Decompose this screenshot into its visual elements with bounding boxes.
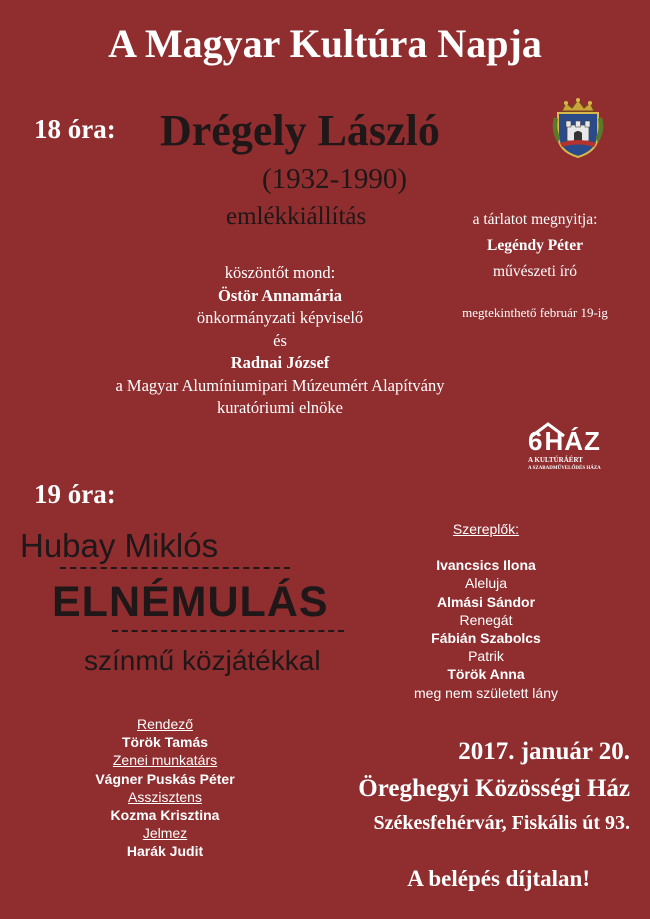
divider-top <box>60 567 290 569</box>
opener-name: Legéndy Péter <box>487 237 583 254</box>
haz-logo-word: HÁZ <box>544 426 601 456</box>
crew-name: Török Tamás <box>121 734 209 751</box>
cast-role: meg nem született lány <box>414 684 558 701</box>
cast-actor: Török Anna <box>447 666 525 683</box>
play-time: 19 óra: <box>34 479 116 509</box>
exhibition-artist-years: (1932-1990) <box>262 163 407 195</box>
free-entry-notice: A belépés díjtalan! <box>407 866 590 891</box>
speaker-and: és <box>273 330 287 350</box>
crew-name: Vágner Puskás Péter <box>95 770 235 787</box>
exhibition-viewable-until: megtekinthető február 19-ig <box>462 305 608 320</box>
cast-heading: Szereplők: <box>452 521 520 537</box>
crew-list <box>70 715 260 861</box>
cast-actor: Ivancsics Ilona <box>436 557 536 574</box>
poster-title: A Magyar Kultúra Napja <box>108 21 542 66</box>
speaker1-role: önkormányzati képviselő <box>196 308 364 327</box>
speaker1-name: Östör Annamária <box>218 285 342 305</box>
opener-intro: a tárlatot megnyitja: <box>472 211 598 228</box>
exhibition-artist-name: Drégely László <box>160 106 440 155</box>
crew-title: Rendező <box>136 716 194 732</box>
cast-actor: Fábián Szabolcs <box>431 630 541 647</box>
event-venue: Öreghegyi Közösségi Ház <box>358 775 630 802</box>
play-subtitle: színmű közjátékkal <box>84 645 321 676</box>
crew-title: Jelmez <box>142 825 188 842</box>
speaker2-role-line2: kuratóriumi elnöke <box>216 398 343 417</box>
greeting-section <box>40 262 520 420</box>
cast-actor: Almási Sándor <box>436 593 536 610</box>
divider-bottom <box>112 630 344 632</box>
greeting-intro: köszöntőt mond: <box>224 263 336 282</box>
haz-logo-line2: A SZABADMŰVELŐDÉS HÁZA <box>528 466 601 471</box>
event-address: Székesfehérvár, Fiskális út 93. <box>373 812 630 834</box>
crew-title: Zenei munkatárs <box>112 752 218 769</box>
play-title: ELNÉMULÁS <box>52 578 329 626</box>
haz-logo-line1: A KULTÚRÁÉRT <box>528 456 583 464</box>
crew-title: Asszisztens <box>128 788 202 805</box>
city-coat-of-arms-icon <box>548 97 608 159</box>
cast-role: Renegát <box>459 611 513 628</box>
exhibition-type: emlékkiállítás <box>226 203 367 230</box>
crew-name: Harák Judit <box>126 843 204 860</box>
play-author: Hubay Miklós <box>20 527 219 564</box>
cast-list <box>380 520 592 702</box>
event-date: 2017. január 20. <box>458 738 630 765</box>
opener-role: művészeti író <box>493 263 577 280</box>
cast-role: Aleluja <box>464 575 508 592</box>
haz-logo-text: 6HÁZ <box>528 426 601 456</box>
speaker2-role-line1: a Magyar Alumíniumipari Múzeumért Alapítvány <box>115 375 445 395</box>
exhibition-time: 18 óra: <box>34 114 116 144</box>
cast-role: Patrik <box>468 648 504 665</box>
crew-name: Kozma Krisztina <box>110 807 220 824</box>
speaker2-name: Radnai József <box>230 353 330 372</box>
